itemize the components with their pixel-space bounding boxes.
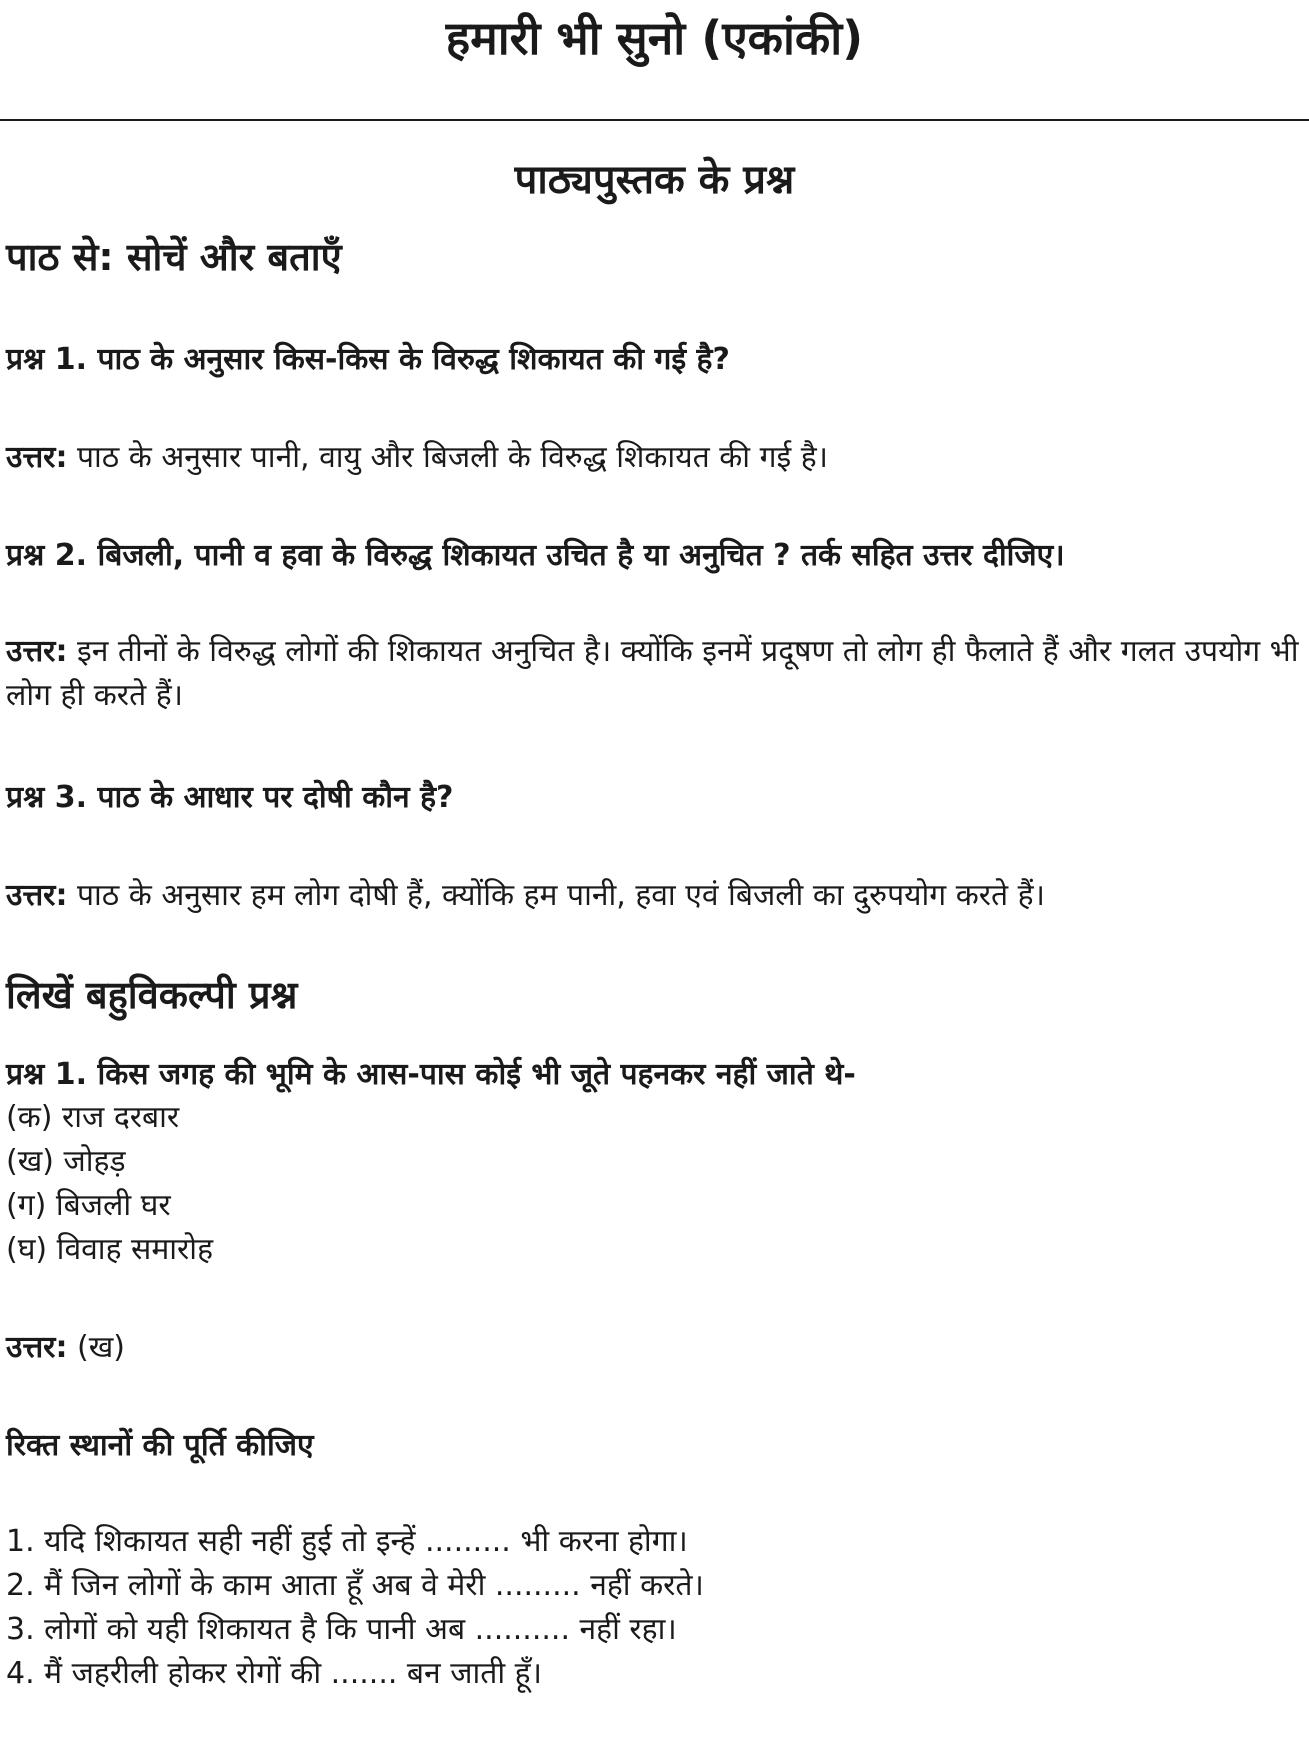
answer-text: इन तीनों के विरुद्ध लोगों की शिकायत अनुचित है। क्योंकि इनमें प्रदूषण तो लोग ही फैलाते हैं और गलत उपयोग भी लोग ही करते हैं।: [6, 634, 1299, 713]
answer-text: पाठ के अनुसार पानी, वायु और बिजली के विरुद्ध शिकायत की गई है।: [76, 440, 829, 475]
section-heading-textual: पाठ से: सोचें और बताएँ: [6, 235, 342, 279]
mcq-option-c: (ग) बिजली घर: [6, 1188, 171, 1223]
page-title: हमारी भी सुनो (एकांकी): [445, 11, 864, 65]
answer-3: [6, 873, 1045, 914]
fill-blank-item: 4. मैं जहरीली होकर रोगों की ....... बन जाती हूँ।: [6, 1656, 542, 1691]
fill-blank-item: 3. लोगों को यही शिकायत है कि पानी अब .......... नहीं रहा।: [6, 1612, 677, 1647]
answer-label: उत्तर:: [6, 1330, 68, 1365]
mcq-answer: [6, 1325, 125, 1366]
answer-label: उत्तर:: [6, 634, 68, 669]
section-heading-fill-blanks: रिक्त स्थानों की पूर्ति कीजिए: [6, 1428, 314, 1463]
answer-2: [6, 630, 1301, 718]
answer-label: उत्तर:: [6, 878, 68, 913]
fill-blank-item: 1. यदि शिकायत सही नहीं हुई तो इन्हें ......... भी करना होगा।: [6, 1524, 688, 1559]
mcq-option-d: (घ) विवाह समारोह: [6, 1232, 214, 1267]
answer-label: उत्तर:: [6, 440, 68, 475]
answer-1: [6, 435, 828, 476]
answer-text: (ख): [76, 1330, 125, 1365]
question-1: प्रश्न 1. पाठ के अनुसार किस-किस के विरुद्ध शिकायत की गई है?: [6, 342, 730, 377]
fill-blank-item: 2. मैं जिन लोगों के काम आता हूँ अब वे मेरी ......... नहीं करते।: [6, 1568, 704, 1603]
question-3: प्रश्न 3. पाठ के आधार पर दोषी कौन है?: [6, 780, 454, 815]
answer-text: पाठ के अनुसार हम लोग दोषी हैं, क्योंकि हम पानी, हवा एवं बिजली का दुरुपयोग करते हैं।: [76, 878, 1045, 913]
mcq-question: प्रश्न 1. किस जगह की भूमि के आस-पास कोई भी जूते पहनकर नहीं जाते थे-: [6, 1057, 856, 1092]
section-heading-mcq: लिखें बहुविकल्पी प्रश्न: [6, 973, 298, 1017]
title-divider: [0, 119, 1309, 121]
mcq-option-a: (क) राज दरबार: [6, 1100, 180, 1135]
page-subtitle: पाठ्यपुस्तक के प्रश्न: [514, 157, 795, 203]
question-2: प्रश्न 2. बिजली, पानी व हवा के विरुद्ध शिकायत उचित है या अनुचित ? तर्क सहित उत्तर दीजिए।: [6, 538, 1065, 573]
mcq-option-b: (ख) जोहड़: [6, 1144, 126, 1179]
